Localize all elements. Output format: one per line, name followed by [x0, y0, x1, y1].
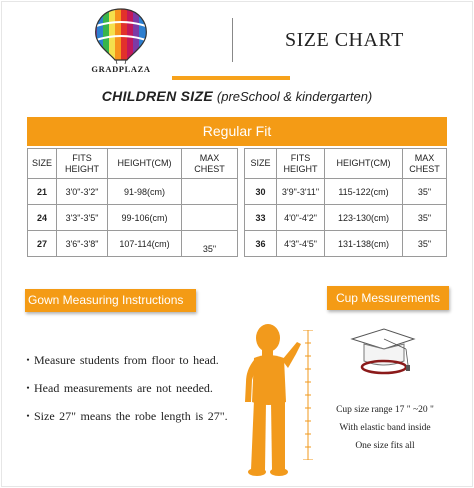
fits-height-cell: 4'0"-4'2"	[277, 205, 325, 231]
fits-height-cell: 3'3"-3'5"	[57, 205, 108, 231]
max-chest-cell: 35"	[403, 179, 447, 205]
header-divider	[232, 18, 233, 62]
height-cm-cell: 99-106(cm)	[108, 205, 182, 231]
fits-height-cell: 4'3"-4'5"	[277, 231, 325, 257]
instruction-line: ・Size 27" means the robe length is 27".	[22, 409, 228, 423]
max-chest-cell	[182, 205, 238, 231]
hot-air-balloon-logo	[88, 6, 154, 72]
height-cm-cell: 123-130(cm)	[325, 205, 403, 231]
brand-name: GRADPLAZA	[91, 64, 151, 74]
table-row	[28, 179, 238, 205]
size-table-right	[244, 148, 447, 257]
cup-size-range: Cup size range 17 " ~20 "	[336, 405, 434, 415]
fits-height-cell: 3'9"-3'11"	[277, 179, 325, 205]
size-cell: 21	[28, 179, 57, 205]
table-row	[28, 231, 238, 257]
size-cell: 33	[245, 205, 277, 231]
chart-subtitle	[0, 88, 474, 104]
col-max-chest: MAX CHEST	[403, 149, 447, 179]
col-height-cm: HEIGHT(CM)	[325, 149, 403, 179]
col-fits-height: FITS HEIGHT	[277, 149, 325, 179]
subtitle-main: CHILDREN SIZE	[101, 88, 213, 104]
table-row	[28, 205, 238, 231]
fits-height-cell: 3'0"-3'2"	[57, 179, 108, 205]
instruction-line: ・Head measurements are not needed.	[22, 381, 213, 395]
size-table-left	[27, 148, 238, 257]
child-silhouette-icon	[240, 320, 302, 480]
col-size: SIZE	[28, 149, 57, 179]
size-cell: 36	[245, 231, 277, 257]
gown-instructions-heading: Gown Measuring Instructions	[25, 289, 196, 312]
accent-bar	[172, 76, 290, 80]
max-chest-cell: 35"	[182, 231, 238, 257]
subtitle-sub: (preSchool & kindergarten)	[216, 89, 373, 104]
fits-height-cell: 3'6"-3'8"	[57, 231, 108, 257]
table-row	[245, 231, 447, 257]
col-height-cm: HEIGHT(CM)	[108, 149, 182, 179]
max-chest-cell: 35"	[403, 231, 447, 257]
cup-elastic-note: With elastic band inside	[339, 423, 431, 433]
height-cm-cell: 131-138(cm)	[325, 231, 403, 257]
table-header-row	[245, 149, 447, 179]
col-max-chest: MAX CHEST	[182, 149, 238, 179]
size-cell: 24	[28, 205, 57, 231]
max-chest-cell: 35"	[403, 205, 447, 231]
graduation-cap-icon	[350, 327, 416, 381]
height-cm-cell: 91-98(cm)	[108, 179, 182, 205]
size-cell: 30	[245, 179, 277, 205]
table-row	[245, 205, 447, 231]
table-row	[245, 179, 447, 205]
fit-banner: Regular Fit	[27, 117, 447, 146]
col-fits-height: FITS HEIGHT	[57, 149, 108, 179]
instruction-line: ・Measure students from floor to head.	[22, 353, 219, 367]
col-size: SIZE	[245, 149, 277, 179]
cup-fit-note: One size fits all	[355, 441, 415, 451]
page-title: SIZE CHART	[285, 29, 404, 51]
size-cell: 27	[28, 231, 57, 257]
table-header-row	[28, 149, 238, 179]
height-cm-cell: 107-114(cm)	[108, 231, 182, 257]
height-cm-cell: 115-122(cm)	[325, 179, 403, 205]
max-chest-cell	[182, 179, 238, 205]
cup-measurements-heading: Cup Messurements	[327, 286, 449, 310]
